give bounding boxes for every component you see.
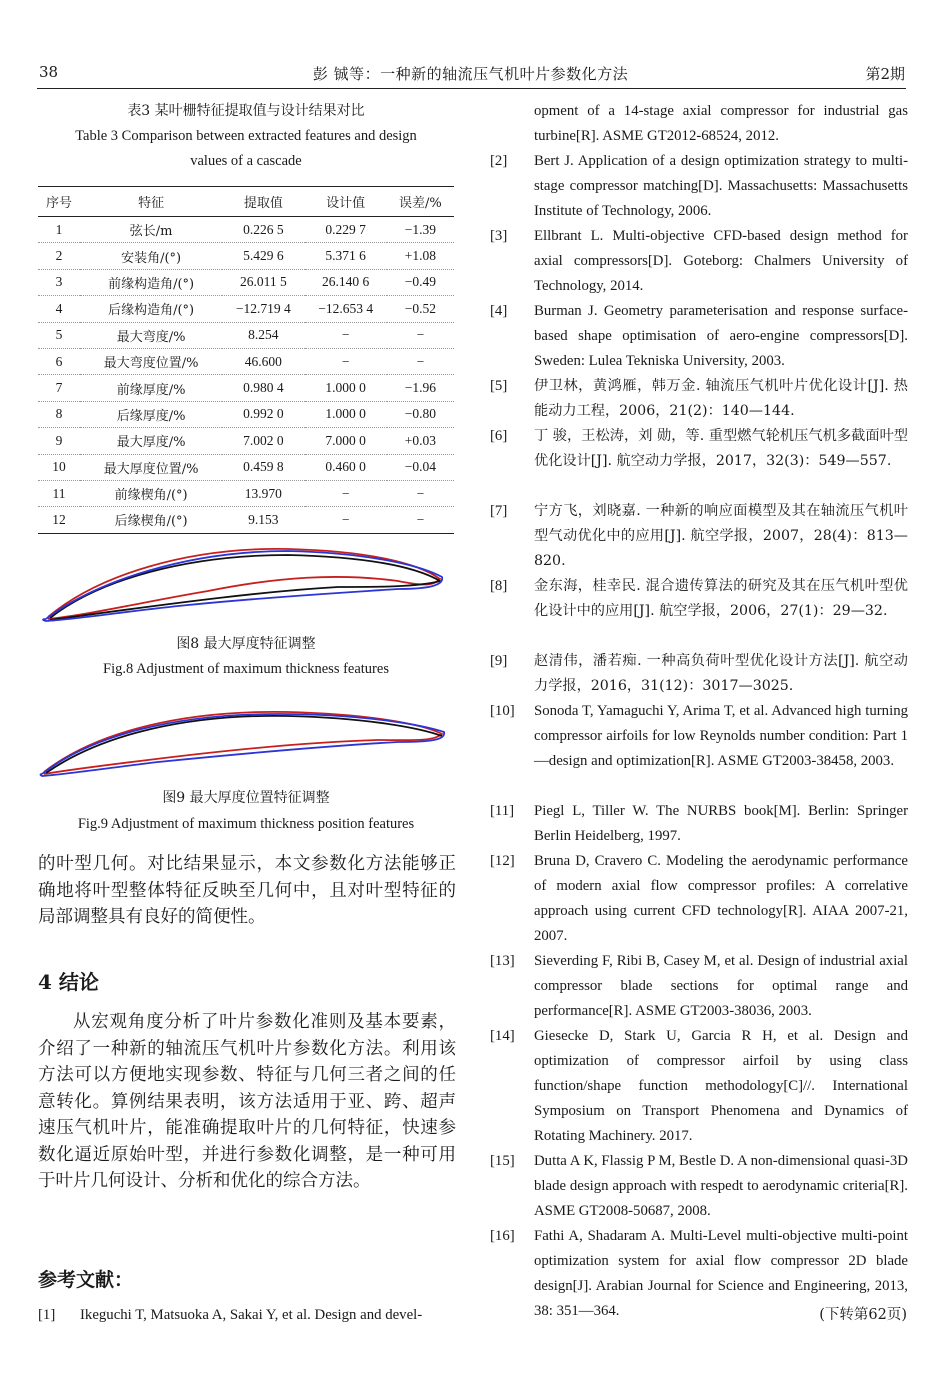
reference-number: [3] xyxy=(490,228,508,244)
cell-extracted: 9.153 xyxy=(222,507,304,533)
issue-label: 第2期 xyxy=(865,65,905,83)
reference-number: [4] xyxy=(490,303,508,319)
cell-index: 4 xyxy=(38,296,80,322)
reference-text: Bruna D, Cravero C. Modeling the aerodynamic performance of modern axial flow compressor profiles: A correlative approach using current CFD technology[R]. AIAA 2007-21, 2007. xyxy=(534,853,908,944)
reference-number: [1] xyxy=(38,1307,56,1323)
reference-text: Bert J. Application of a design optimization strategy to multi-stage compressor matching[D]. Massachusetts: Massachusetts Institute of Technology, 2006. xyxy=(534,153,908,219)
reference-number: [14] xyxy=(490,1028,515,1044)
table-row xyxy=(38,507,454,533)
table-row xyxy=(38,375,454,401)
reference-text: 宁方飞，刘晓嘉. 一种新的响应面模型及其在轴流压气机叶型气动优化中的应用[J]. 航空学报，2007，28(4)：813—820. xyxy=(534,503,908,569)
reference-number: [2] xyxy=(490,153,508,169)
cell-design: 5.371 6 xyxy=(305,243,387,269)
reference-number: [11] xyxy=(490,803,515,819)
cell-feature: 弦长/m xyxy=(80,217,222,243)
reference-number: [9] xyxy=(490,653,508,669)
cell-index: 10 xyxy=(38,454,80,480)
reference-text: 丁 骏，王松涛，刘 勋，等. 重型燃气轮机压气机多截面叶型优化设计[J]. 航空动力学报，2017，32(3)：549—557. xyxy=(534,428,908,469)
reference-number: [12] xyxy=(490,853,515,869)
cell-extracted: 0.980 4 xyxy=(222,375,304,401)
cell-error: −1.39 xyxy=(387,217,454,243)
table-row xyxy=(38,243,454,269)
reference-number: [15] xyxy=(490,1153,515,1169)
cell-feature: 后缘楔角/(°) xyxy=(80,507,222,533)
conclusion-paragraph: 从宏观角度分析了叶片参数化准则及基本要素，介绍了一种新的轴流压气机叶片参数化方法。利用该方法可以方便地实现参数、特征与几何三者之间的任意转化。算例结果表明，该方法适用于亚、跨、超声速压气机叶片，能准确提取叶片的几何特征，快速参数化逼近原始叶型，并进行参数化调整，是一种可用于叶片几何设计、分析和优化的综合方法。 xyxy=(38,1012,456,1191)
cell-index: 2 xyxy=(38,243,80,269)
reference-text: Ellbrant L. Multi-objective CFD-based design method for axial compressors[D]. Goteborg: Chalmers University of Technology, 2014. xyxy=(534,228,908,294)
table-header-row xyxy=(38,187,454,217)
cell-index: 1 xyxy=(38,217,80,243)
cell-extracted: 26.011 5 xyxy=(222,269,304,295)
cell-extracted: 0.459 8 xyxy=(222,454,304,480)
cell-design: − xyxy=(305,507,387,533)
cell-index: 6 xyxy=(38,348,80,374)
table-row xyxy=(38,217,454,243)
table-caption-en-cont: values of a cascade xyxy=(190,153,302,169)
cell-extracted: 46.600 xyxy=(222,348,304,374)
reference-number: [13] xyxy=(490,953,515,969)
cell-error: −0.52 xyxy=(387,296,454,322)
cell-index: 12 xyxy=(38,507,80,533)
cell-index: 5 xyxy=(38,322,80,348)
table-row xyxy=(38,428,454,454)
col-header-extracted: 提取值 xyxy=(222,187,304,217)
reference-text: 赵清伟，潘若痴. 一种高负荷叶型优化设计方法[J]. 航空动力学报，2016，31(12)：3017—3025. xyxy=(534,653,908,694)
col-header-design: 设计值 xyxy=(305,187,387,217)
cell-error: −0.04 xyxy=(387,454,454,480)
cell-extracted: −12.719 4 xyxy=(222,296,304,322)
reference-text: Piegl L, Tiller W. The NURBS book[M]. Berlin: Springer Berlin Heidelberg, 1997. xyxy=(534,803,908,844)
cell-error: +1.08 xyxy=(387,243,454,269)
continuation-note: (下转第62页) xyxy=(819,1307,907,1323)
cell-feature: 前缘厚度/% xyxy=(80,375,222,401)
figure-9-blade-profiles xyxy=(38,700,454,780)
cell-design: 0.460 0 xyxy=(305,454,387,480)
table-row xyxy=(38,269,454,295)
cell-extracted: 0.992 0 xyxy=(222,401,304,427)
cell-design: 1.000 0 xyxy=(305,375,387,401)
reference-number: [16] xyxy=(490,1228,515,1244)
table-row xyxy=(38,401,454,427)
reference-text: Burman J. Geometry parameterisation and response surface-based shape optimisation of aero-engine compressors[D]. Sweden: Lulea Tekniska University, 2003. xyxy=(534,303,908,369)
table-caption-en: Table 3 Comparison between extracted features and design xyxy=(75,128,417,144)
reference-text: Sieverding F, Ribi B, Casey M, et al. Design of industrial axial compressor blade sections for optimal range and performance[R]. ASME GT2003-38036, 2003. xyxy=(534,953,908,1019)
col-header-feature: 特征 xyxy=(80,187,222,217)
cell-design: 7.000 0 xyxy=(305,428,387,454)
reference-number: [8] xyxy=(490,578,508,594)
reference-text: Ikeguchi T, Matsuoka A, Sakai Y, et al. Design and devel- xyxy=(80,1307,423,1323)
reference-text: 伊卫林，黄鸿雁，韩万金. 轴流压气机叶片优化设计[J]. 热能动力工程，2006，21(2)：140—144. xyxy=(534,378,908,419)
cell-design: 26.140 6 xyxy=(305,269,387,295)
reference-text: Dutta A K, Flassig P M, Bestle D. A non-dimensional quasi-3D blade design approach with respedt to aerodynamic criteria[R]. ASME GT2008-50687, 2008. xyxy=(534,1153,908,1219)
cell-design: − xyxy=(305,322,387,348)
comparison-table xyxy=(38,186,454,534)
figure-9-caption-zh: 图9 最大厚度位置特征调整 xyxy=(162,790,330,806)
cell-index: 11 xyxy=(38,480,80,506)
cell-feature: 安装角/(°) xyxy=(80,243,222,269)
cell-error: − xyxy=(387,348,454,374)
table-row xyxy=(38,348,454,374)
reference-text-continued: opment of a 14-stage axial compressor for industrial gas turbine[R]. ASME GT2012-68524, 2012. xyxy=(534,103,908,144)
cell-error: −1.96 xyxy=(387,375,454,401)
cell-error: − xyxy=(387,480,454,506)
running-title: 彭 铖等：一种新的轴流压气机叶片参数化方法 xyxy=(312,65,629,83)
reference-text: 金东海，桂幸民. 混合遗传算法的研究及其在压气机叶型优化设计中的应用[J]. 航空学报，2006，27(1)：29—32. xyxy=(534,578,908,619)
cell-error: − xyxy=(387,507,454,533)
cell-feature: 前缘楔角/(°) xyxy=(80,480,222,506)
reference-text: Fathi A, Shadaram A. Multi-Level multi-objective multi-point optimization system for axial flow compressor 2D blade design[J]. Arabian Journal for Science and Engineering, 2013, 38: 351—364. xyxy=(534,1228,908,1319)
cell-feature: 前缘构造角/(°) xyxy=(80,269,222,295)
reference-number: [7] xyxy=(490,503,508,519)
cell-feature: 后缘厚度/% xyxy=(80,401,222,427)
figure-8-blade-profiles xyxy=(38,535,454,630)
cell-feature: 最大弯度位置/% xyxy=(80,348,222,374)
figure-8-caption-en: Fig.8 Adjustment of maximum thickness features xyxy=(103,661,389,677)
reference-text: Sonoda T, Yamaguchi Y, Arima T, et al. Advanced high turning compressor airfoils for low Reynolds number condition: Part 1—design and optimization[R]. ASME GT2003-38458, 2003. xyxy=(534,703,908,769)
cell-index: 3 xyxy=(38,269,80,295)
cell-extracted: 0.226 5 xyxy=(222,217,304,243)
cell-error: −0.80 xyxy=(387,401,454,427)
cell-feature: 后缘构造角/(°) xyxy=(80,296,222,322)
cell-feature: 最大厚度位置/% xyxy=(80,454,222,480)
cell-index: 9 xyxy=(38,428,80,454)
cell-feature: 最大厚度/% xyxy=(80,428,222,454)
cell-design: − xyxy=(305,348,387,374)
cell-error: − xyxy=(387,322,454,348)
page-number: 38 xyxy=(39,63,59,81)
header-rule xyxy=(37,88,906,89)
figure-9-caption-en: Fig.9 Adjustment of maximum thickness position features xyxy=(77,816,415,832)
reference-text: Giesecke D, Stark U, Garcia R H, et al. Design and optimization of compressor airfoil by using class function/shape function methodology[C]//. International Symposium on Transport Phenomena and Dynamics of Rotating Machinery. 2017. xyxy=(534,1028,908,1144)
reference-number: [5] xyxy=(490,378,508,394)
cell-index: 7 xyxy=(38,375,80,401)
body-paragraph-1: 的叶型几何。对比结果显示，本文参数化方法能够正确地将叶型整体特征反映至几何中，且对叶型特征的局部调整具有良好的简便性。 xyxy=(38,854,456,927)
cell-error: −0.49 xyxy=(387,269,454,295)
reference-number: [10] xyxy=(490,703,515,719)
reference-number: [6] xyxy=(490,428,508,444)
table-caption-zh: 表3 某叶栅特征提取值与设计结果对比 xyxy=(127,103,365,119)
figure-8-caption-zh: 图8 最大厚度特征调整 xyxy=(176,636,316,652)
cell-design: 0.229 7 xyxy=(305,217,387,243)
cell-feature: 最大弯度/% xyxy=(80,322,222,348)
table-row xyxy=(38,322,454,348)
table-row xyxy=(38,296,454,322)
table-row xyxy=(38,480,454,506)
cell-index: 8 xyxy=(38,401,80,427)
cell-extracted: 8.254 xyxy=(222,322,304,348)
section-4-heading: 4 结论 xyxy=(38,970,99,994)
col-header-error: 误差/% xyxy=(387,187,454,217)
cell-design: −12.653 4 xyxy=(305,296,387,322)
references-heading: 参考文献： xyxy=(38,1269,134,1291)
cell-extracted: 7.002 0 xyxy=(222,428,304,454)
cell-design: 1.000 0 xyxy=(305,401,387,427)
col-header-index: 序号 xyxy=(38,187,80,217)
cell-error: +0.03 xyxy=(387,428,454,454)
cell-extracted: 5.429 6 xyxy=(222,243,304,269)
cell-extracted: 13.970 xyxy=(222,480,304,506)
table-row xyxy=(38,454,454,480)
cell-design: − xyxy=(305,480,387,506)
